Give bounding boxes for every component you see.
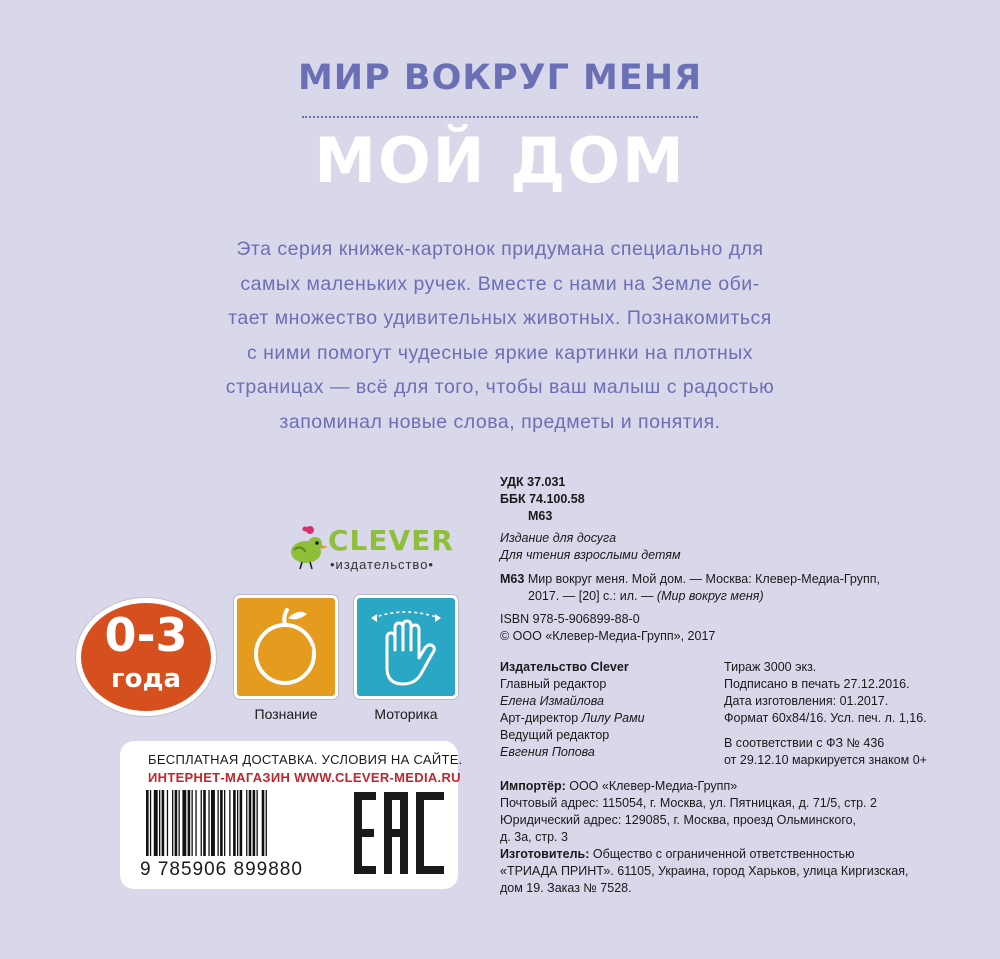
publisher-logo-name: CLEVER	[328, 524, 454, 557]
maker-order: дом 19. Заказ № 7528.	[500, 881, 632, 895]
barcode-bar	[253, 790, 256, 856]
eac-mark-icon	[352, 790, 446, 876]
bird-icon	[284, 524, 328, 570]
barcode-bar	[159, 790, 160, 856]
barcode-bar	[208, 790, 209, 856]
delivery-note: БЕСПЛАТНАЯ ДОСТАВКА. УСЛОВИЯ НА САЙТЕ.	[148, 752, 463, 767]
reader-type: Для чтения взрослыми детям	[500, 548, 681, 562]
skill-label: Моторика	[374, 706, 438, 722]
book-title: МОЙ ДОМ	[314, 124, 686, 197]
barcode-bar	[246, 790, 247, 856]
barcode-bar	[195, 790, 196, 856]
author-code: М63	[528, 509, 553, 523]
description-line: запоминал новые слова, предметы и понятия.	[279, 410, 721, 433]
skill-tile-cognition	[234, 595, 338, 699]
series-title: МИР ВОКРУГ МЕНЯ	[297, 58, 703, 98]
barcode-bar	[182, 790, 186, 856]
print-run: Тираж 3000 экз.	[724, 660, 817, 674]
barcode-bar	[224, 790, 225, 856]
importer	[500, 778, 737, 795]
biblio-line-2	[528, 588, 764, 605]
maker-name: Общество с ограниченной ответственностью	[589, 847, 855, 861]
staff-lead-label: Ведущий редактор	[500, 728, 610, 742]
barcode-number: 9 785906 899880	[140, 859, 303, 880]
print-format: Формат 60х84/16. Усл. печ. л. 1,16.	[724, 711, 927, 725]
barcode-bar	[150, 790, 151, 856]
orange-icon	[237, 598, 335, 696]
importer-name: ООО «Клевер-Медиа-Групп»	[565, 779, 738, 793]
description	[180, 232, 820, 439]
barcode-bar	[233, 790, 236, 856]
barcode-bar	[172, 790, 173, 856]
biblio-code: М63	[500, 572, 525, 586]
barcode-bar	[175, 790, 178, 856]
staff-chief-label: Главный редактор	[500, 677, 607, 691]
print-signed: Подписано в печать 27.12.2016.	[724, 677, 910, 691]
copyright: © ООО «Клевер-Медиа-Групп», 2017	[500, 629, 716, 643]
age-range: 0-3	[104, 608, 188, 662]
description-line: Эта серия книжек-картонок придумана специально для	[236, 238, 764, 260]
barcode-bar	[220, 790, 223, 856]
barcode-bar	[237, 790, 238, 856]
udk: УДК 37.031	[500, 475, 566, 489]
postal-address: Почтовый адрес: 115054, г. Москва, ул. Пятницкая, д. 71/5, стр. 2	[500, 796, 877, 810]
barcode-bar	[192, 790, 193, 856]
staff-art	[500, 710, 645, 727]
barcode-bar	[146, 790, 149, 856]
legal-address-1: Юридический адрес: 129085, г. Москва, проезд Ольминского,	[500, 813, 857, 827]
biblio-line-1	[500, 571, 880, 588]
biblio-series: (Мир вокруг меня)	[656, 589, 764, 603]
skill-tile-motor	[354, 595, 458, 699]
barcode-bar	[249, 790, 252, 856]
maker-label: Изготовитель:	[500, 847, 590, 861]
shop-url: ИНТЕРНЕТ-МАГАЗИН WWW.CLEVER-MEDIA.RU	[148, 770, 461, 785]
maker-address: «ТРИАДА ПРИНТ». 61105, Украина, город Харьков, улица Киргизская,	[500, 864, 909, 878]
staff-publisher: Издательство Clever	[500, 660, 629, 674]
description-line: самых маленьких ручек. Вместе с нами на Земле оби-	[240, 272, 760, 295]
maker	[500, 846, 855, 863]
barcode-bar	[167, 790, 168, 856]
law-line-1: В соответствии с ФЗ № 436	[724, 736, 885, 750]
barcode-bar	[257, 790, 258, 856]
law-line-2: от 29.12.10 маркируется знаком 0+	[724, 753, 927, 767]
description-line: тает множество удивительных животных. Познакомиться	[228, 307, 772, 329]
print-made: Дата изготовления: 01.2017.	[724, 694, 889, 708]
barcode-bar	[229, 790, 230, 856]
bbk: ББК 74.100.58	[500, 492, 585, 506]
barcode-bar	[154, 790, 158, 856]
barcode-bar	[188, 790, 191, 856]
staff-chief-name: Елена Измайлова	[500, 694, 604, 708]
biblio-text: Мир вокруг меня. Мой дом. — Москва: Клевер-Медиа-Групп,	[527, 572, 881, 586]
barcode-bar	[162, 790, 165, 856]
staff-art-name: Лилу Рами	[581, 711, 645, 725]
barcode	[140, 790, 340, 862]
barcode-bar	[266, 790, 267, 856]
biblio-text: 2017. — [20] с.: ил. —	[528, 589, 657, 603]
legal-address-2: д. 3а, стр. 3	[500, 830, 568, 844]
skill-label: Познание	[254, 706, 318, 722]
age-unit: года	[111, 664, 181, 694]
barcode-bar	[203, 790, 206, 856]
staff-art-label: Арт-директор	[500, 711, 579, 725]
publisher-logo-subtitle: •издательство•	[330, 557, 434, 572]
description-line: с ними помогут чудесные яркие картинки на плотных	[246, 341, 753, 364]
importer-label: Импортёр:	[500, 779, 566, 793]
barcode-bar	[179, 790, 180, 856]
barcode-bar	[262, 790, 265, 856]
hand-icon	[357, 598, 455, 696]
barcode-bar	[201, 790, 202, 856]
barcode-bar	[218, 790, 219, 856]
isbn: ISBN 978-5-906899-88-0	[500, 612, 640, 626]
dotted-divider	[302, 116, 698, 118]
edition-type: Издание для досуга	[500, 531, 617, 545]
description-line: страницах — всё для того, чтобы ваш малыш с радостью	[225, 376, 775, 398]
barcode-bar	[240, 790, 243, 856]
staff-lead-name: Евгения Попова	[500, 745, 595, 759]
barcode-bar	[211, 790, 215, 856]
